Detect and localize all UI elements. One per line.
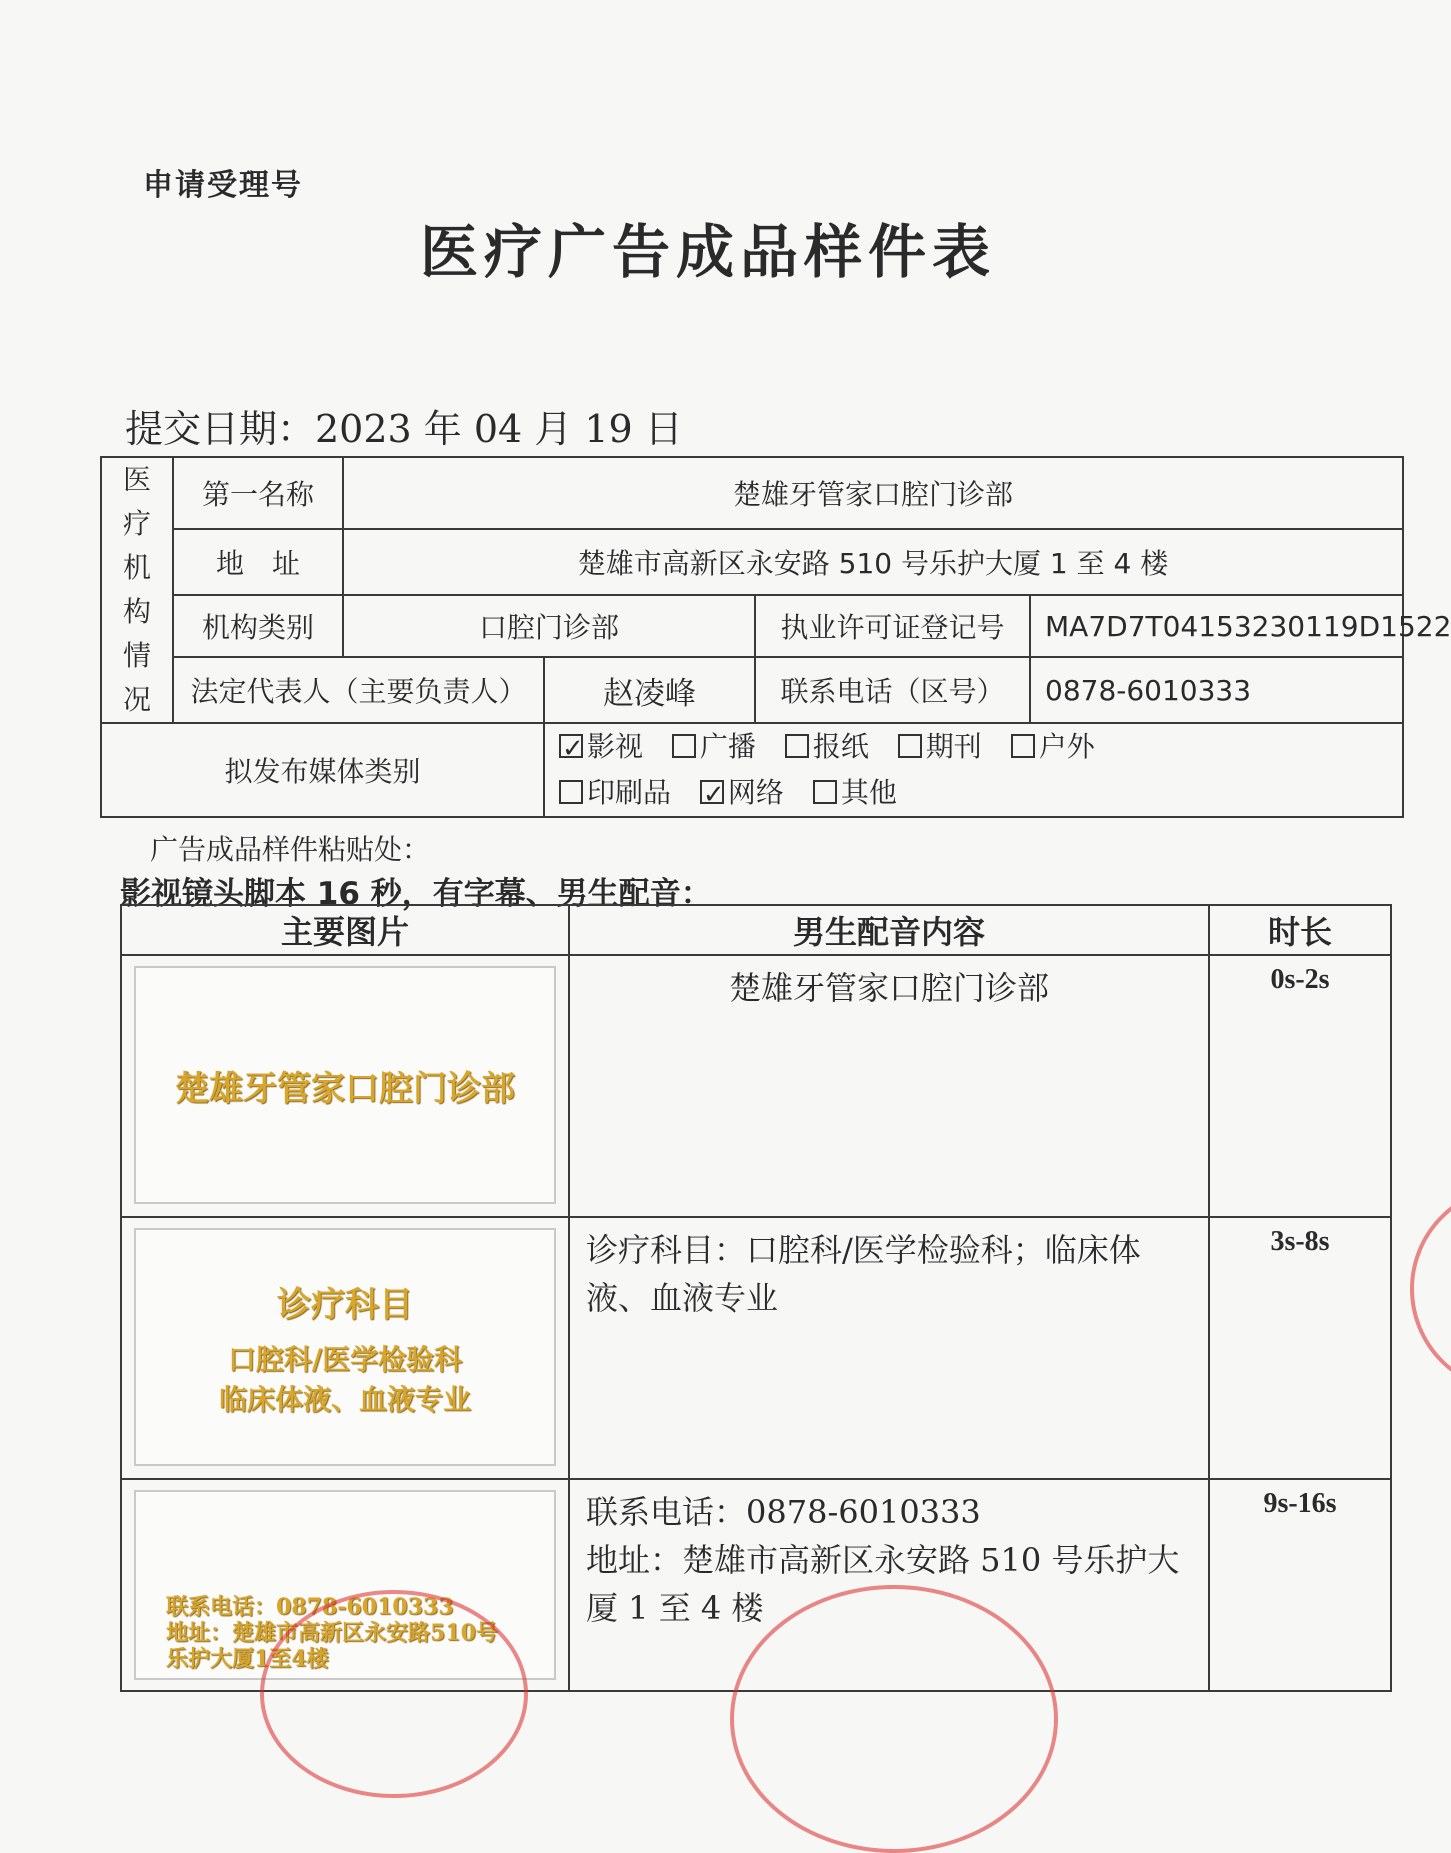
ad-image-2: 诊疗科目 口腔科/医学检验科 临床体液、血液专业 (134, 1228, 556, 1466)
header-voice: 男生配音内容 (569, 905, 1209, 955)
media-option-other[interactable]: 其他 (813, 776, 897, 809)
submit-date: 提交日期：2023 年 04 月 19 日 (125, 407, 683, 451)
checkbox-icon[interactable] (898, 734, 922, 758)
table-row (121, 1217, 1391, 1479)
application-number-label: 申请受理号 (143, 168, 303, 203)
sample-description: 影视镜头脚本 16 秒，有字幕、男生配音： (120, 876, 712, 912)
header-duration: 时长 (1209, 905, 1391, 955)
license-label: 执业许可证登记号 (755, 595, 1030, 657)
media-option-outdoor[interactable]: 户外 (1011, 730, 1095, 763)
red-seal-stamp-bottom-center (730, 1585, 1058, 1853)
media-option-periodical[interactable]: 期刊 (898, 730, 982, 763)
checkbox-icon[interactable] (813, 780, 837, 804)
category-label: 机构类别 (173, 595, 343, 657)
address-label: 地 址 (173, 529, 343, 595)
table-row (121, 955, 1391, 1217)
image-cell (121, 955, 569, 1217)
voice-content: 联系电话：0878-6010333 地址：楚雄市高新区永安路 510 号乐护大厦 1 至 4 楼 (569, 1479, 1209, 1691)
image-cell (121, 1217, 569, 1479)
ad-image-1: 楚雄牙管家口腔门诊部 (134, 966, 556, 1204)
institution-section-label: 医 疗 机 构 情 况 (101, 457, 173, 723)
media-option-radio[interactable]: 广播 (672, 730, 756, 763)
media-option-internet[interactable]: ✓ 网络 (700, 776, 784, 809)
checkbox-checked-icon[interactable] (700, 780, 724, 804)
phone-label: 联系电话（区号） (755, 657, 1030, 723)
media-option-print[interactable]: 印刷品 (559, 776, 671, 809)
name-label: 第一名称 (173, 457, 343, 529)
checkbox-checked-icon[interactable] (559, 734, 583, 758)
checkbox-icon[interactable] (785, 734, 809, 758)
institution-address: 楚雄市高新区永安路 510 号乐护大厦 1 至 4 楼 (343, 529, 1403, 595)
checkbox-icon[interactable] (672, 734, 696, 758)
media-option-newspaper[interactable]: 报纸 (785, 730, 869, 763)
legal-rep-name: 赵凌峰 (544, 657, 755, 723)
license-number: MA7D7T04153230119D1522 (1030, 595, 1403, 657)
voice-content: 诊疗科目：口腔科/医学检验科；临床体液、血液专业 (569, 1217, 1209, 1479)
legal-rep-label: 法定代表人（主要负责人） (173, 657, 544, 723)
duration: 0s-2s (1209, 955, 1391, 1217)
phone-number: 0878-6010333 (1030, 657, 1403, 723)
institution-info-table (100, 456, 1451, 818)
institution-name: 楚雄牙管家口腔门诊部 (343, 457, 1403, 529)
red-seal-stamp-right (1410, 1185, 1451, 1393)
media-type-label: 拟发布媒体类别 (101, 723, 544, 817)
page-title: 医疗广告成品样件表 (420, 218, 997, 286)
sample-table (120, 904, 1392, 1692)
sample-paste-label: 广告成品样件粘贴处： (150, 833, 431, 866)
media-type-options (544, 723, 1403, 817)
duration: 3s-8s (1209, 1217, 1391, 1479)
institution-category: 口腔门诊部 (343, 595, 755, 657)
header-image: 主要图片 (121, 905, 569, 955)
duration: 9s-16s (1209, 1479, 1391, 1691)
checkbox-icon[interactable] (1011, 734, 1035, 758)
ad-image-3: 联系电话：0878-6010333 地址：楚雄市高新区永安路510号 乐护大厦1至4楼 (134, 1490, 556, 1680)
red-seal-stamp-bottom-left (260, 1590, 528, 1798)
voice-content: 楚雄牙管家口腔门诊部 (569, 955, 1209, 1217)
checkbox-icon[interactable] (559, 780, 583, 804)
media-option-film[interactable]: ✓影视 (559, 730, 643, 763)
